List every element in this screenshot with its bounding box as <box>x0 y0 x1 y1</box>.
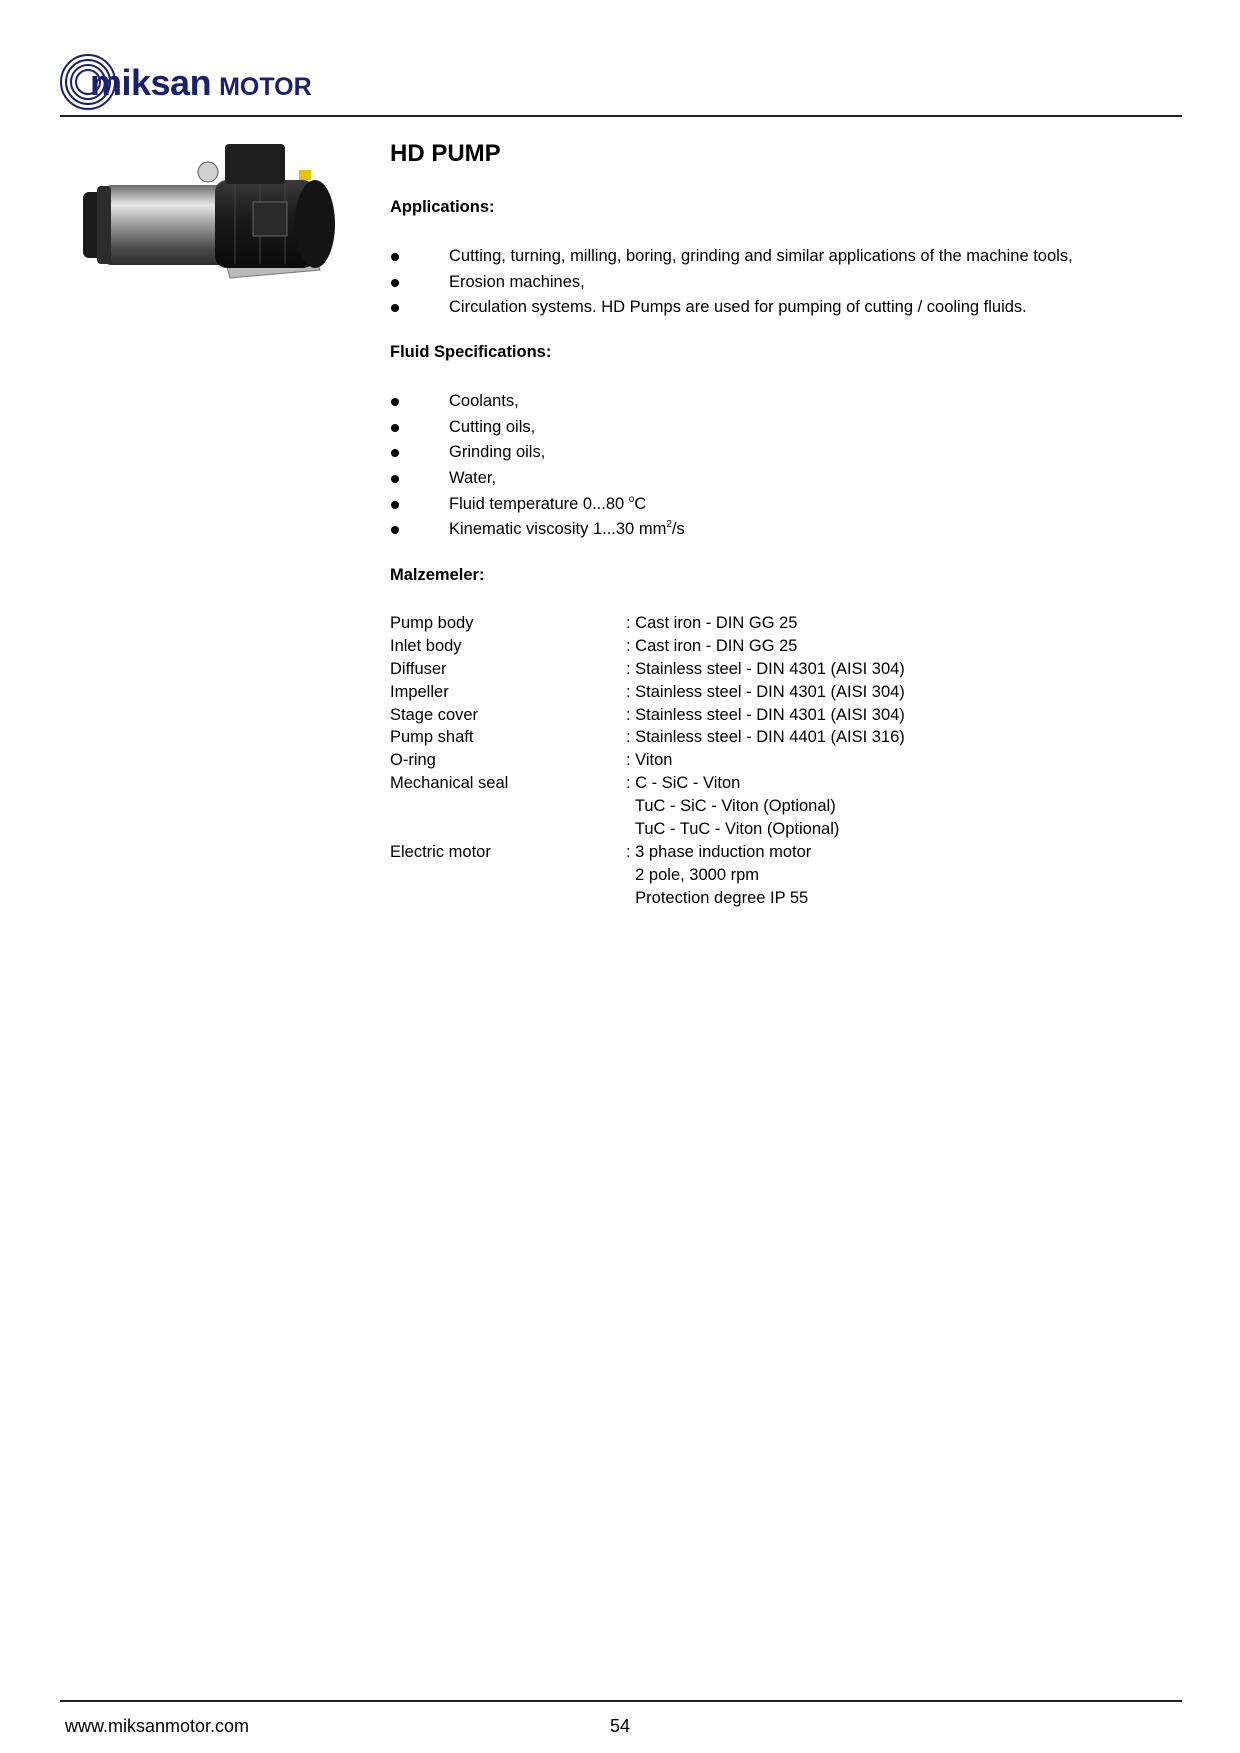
bullet-icon <box>391 475 399 483</box>
bullet-icon <box>391 253 399 261</box>
table-row <box>390 681 1180 704</box>
list-item: Water, <box>390 466 685 492</box>
bullet-icon <box>391 398 399 406</box>
applications-heading: Applications: <box>390 198 495 216</box>
material-value: : C - SiC - Viton <box>626 774 741 793</box>
material-name: Inlet body <box>390 636 462 655</box>
table-row <box>390 772 1180 795</box>
list-item <box>390 517 685 543</box>
table-row <box>390 658 1180 681</box>
fluid-temperature: Fluid temperature 0...80 $^o$C <box>449 493 647 513</box>
list-item: Circulation systems. HD Pumps are used for pumping of cutting / cooling fluids. <box>390 295 1073 321</box>
page-title: HD PUMP <box>390 140 501 167</box>
bullet-icon <box>391 304 399 312</box>
list-item: Erosion machines, <box>390 270 1073 296</box>
brand-sub: MOTOR <box>219 73 312 101</box>
brand-name: miksan <box>90 62 212 103</box>
material-value: TuC - SiC - Viton (Optional) <box>626 797 836 816</box>
material-value: : Stainless steel - DIN 4301 (AISI 304) <box>626 659 905 678</box>
table-row <box>390 704 1180 727</box>
pump-product-image <box>75 140 375 300</box>
bullet-icon <box>391 279 399 287</box>
fluid-list <box>390 389 685 543</box>
materials-table <box>390 612 1180 910</box>
footer-url: www.miksanmotor.com <box>65 1716 250 1736</box>
list-item: Grinding oils, <box>390 440 685 466</box>
material-value: : Cast iron - DIN GG 25 <box>626 636 798 655</box>
bullet-icon <box>391 449 399 457</box>
material-name: Electric motor <box>390 842 491 861</box>
table-row <box>390 749 1180 772</box>
material-value: 2 pole, 3000 rpm <box>626 865 759 884</box>
table-row <box>390 887 1180 910</box>
applications-list <box>390 244 1073 321</box>
material-name: Diffuser <box>390 659 447 678</box>
header-divider <box>60 115 1182 117</box>
list-item: Coolants, <box>390 389 685 415</box>
table-row <box>390 635 1180 658</box>
brand-wordmark <box>90 62 312 104</box>
material-value: : Stainless steel - DIN 4401 (AISI 316) <box>626 728 905 747</box>
bullet-icon <box>391 501 399 509</box>
material-name: Stage cover <box>390 705 479 724</box>
bullet-icon <box>391 424 399 432</box>
fluid-heading: Fluid Specifications: <box>390 343 552 361</box>
material-name: O-ring <box>390 751 436 770</box>
material-value: : Cast iron - DIN GG 25 <box>626 614 798 632</box>
material-value: : Viton <box>626 751 673 770</box>
list-item <box>390 492 685 518</box>
table-row <box>390 612 1180 635</box>
bullet-icon <box>391 526 399 534</box>
brand-logo <box>60 52 312 112</box>
material-name: Impeller <box>390 682 449 701</box>
table-row <box>390 726 1180 749</box>
material-name: Mechanical seal <box>390 774 509 793</box>
table-row <box>390 818 1180 841</box>
material-value: : 3 phase induction motor <box>626 842 812 861</box>
material-name: Pump body <box>390 614 474 632</box>
materials-heading: Malzemeler: <box>390 566 485 584</box>
material-value: : Stainless steel - DIN 4301 (AISI 304) <box>626 682 905 701</box>
table-row <box>390 795 1180 818</box>
footer-divider <box>60 1700 1182 1702</box>
list-item: Cutting oils, <box>390 415 685 441</box>
table-row <box>390 841 1180 864</box>
page-number: 54 <box>610 1716 631 1736</box>
material-name: Pump shaft <box>390 728 474 747</box>
list-item: Cutting, turning, milling, boring, grinding and similar applications of the machine tools, <box>390 244 1073 270</box>
kinematic-viscosity: Kinematic viscosity 1...30 $mm^2/s$ <box>449 519 685 539</box>
material-value: : Stainless steel - DIN 4301 (AISI 304) <box>626 705 905 724</box>
material-value: Protection degree IP 55 <box>626 888 809 907</box>
table-row <box>390 864 1180 887</box>
material-value: TuC - TuC - Viton (Optional) <box>626 820 840 839</box>
